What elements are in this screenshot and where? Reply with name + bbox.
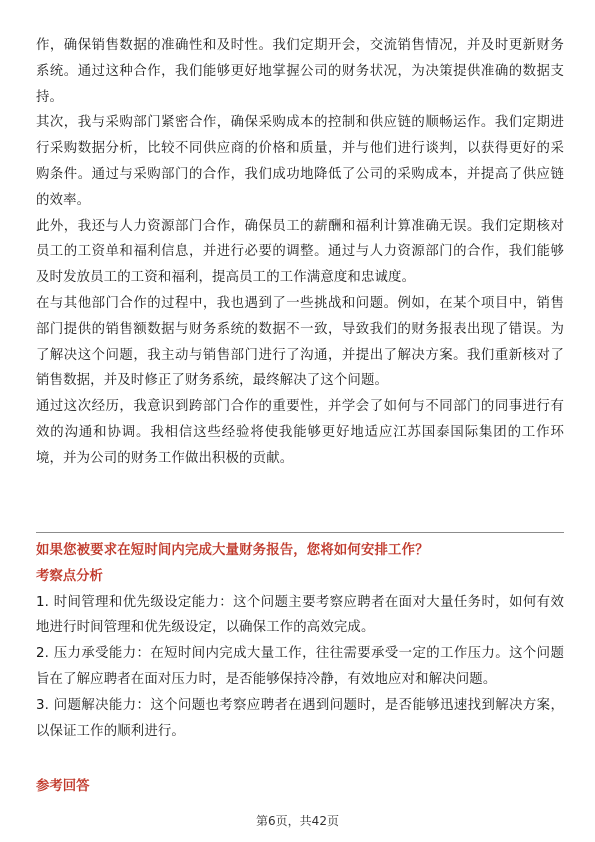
- paragraph-sales-cooperation: 作，确保销售数据的准确性和及时性。我们定期开会，交流销售情况，并及时更新财务系统。通过这种合作，我们能够更好地掌握公司的财务状况，为决策提供准确的数据支持。: [36, 38, 564, 105]
- analysis-point-3: 3. 问题解决能力：这个问题也考察应聘者在遇到问题时，是否能够迅速找到解决方案，以保证工作的顺利进行。: [36, 697, 564, 739]
- question-section: [36, 538, 564, 744]
- paragraph-hr-cooperation: 此外，我还与人力资源部门合作，确保员工的薪酬和福利计算准确无误。我们定期核对员工的工资单和福利信息，并进行必要的调整。通过与人力资源部门的合作，我们能够及时发放员工的工资和福利，提高员工的工作满意度和忠诚度。: [36, 218, 564, 286]
- question-title: 如果您被要求在短时间内完成大量财务报告，您将如何安排工作？: [36, 543, 429, 558]
- analysis-point-1: 1. 时间管理和优先级设定能力：这个问题主要考察应聘者在面对大量任务时，如何有效地进行时间管理和优先级设定，以确保工作的高效完成。: [36, 594, 564, 636]
- answer-heading: 参考回答: [36, 779, 90, 794]
- section-divider: [36, 532, 564, 533]
- page-number: 第6页，共42页: [256, 814, 339, 828]
- paragraph-challenges: 在与其他部门合作的过程中，我也遇到了一些挑战和问题。例如，在某个项目中，销售部门提供的销售额数据与财务系统的数据不一致，导致我们的财务报表出现了错误。为了解决这个问题，我主动与销售部门进行了沟通，并提出了解决方案。我们重新核对了销售数据，并及时修正了财务系统，最终解决了这个问题。: [36, 295, 564, 389]
- analysis-heading: 考察点分析: [36, 568, 103, 584]
- paragraph-purchasing-cooperation: 其次，我与采购部门紧密合作，确保采购成本的控制和供应链的顺畅运作。我们定期进行采购数据分析，比较不同供应商的价格和质量，并与他们进行谈判，以获得更好的采购条件。通过与采购部门的合作，我们成功地降低了公司的采购成本，并提高了供应链的效率。: [36, 115, 564, 208]
- paragraph-conclusion: 通过这次经历，我意识到跨部门合作的重要性，并学会了如何与不同部门的同事进行有效的沟通和协调。我相信这些经验将使我能够更好地适应江苏国泰国际集团的工作环境，并为公司的财务工作做出积极的贡献。: [36, 399, 564, 466]
- analysis-point-2: 2. 压力承受能力：在短时间内完成大量工作，往往需要承受一定的工作压力。这个问题旨在了解应聘者在面对压力时，是否能够保持冷静，有效地应对和解决问题。: [36, 646, 564, 687]
- body-text: [36, 33, 564, 472]
